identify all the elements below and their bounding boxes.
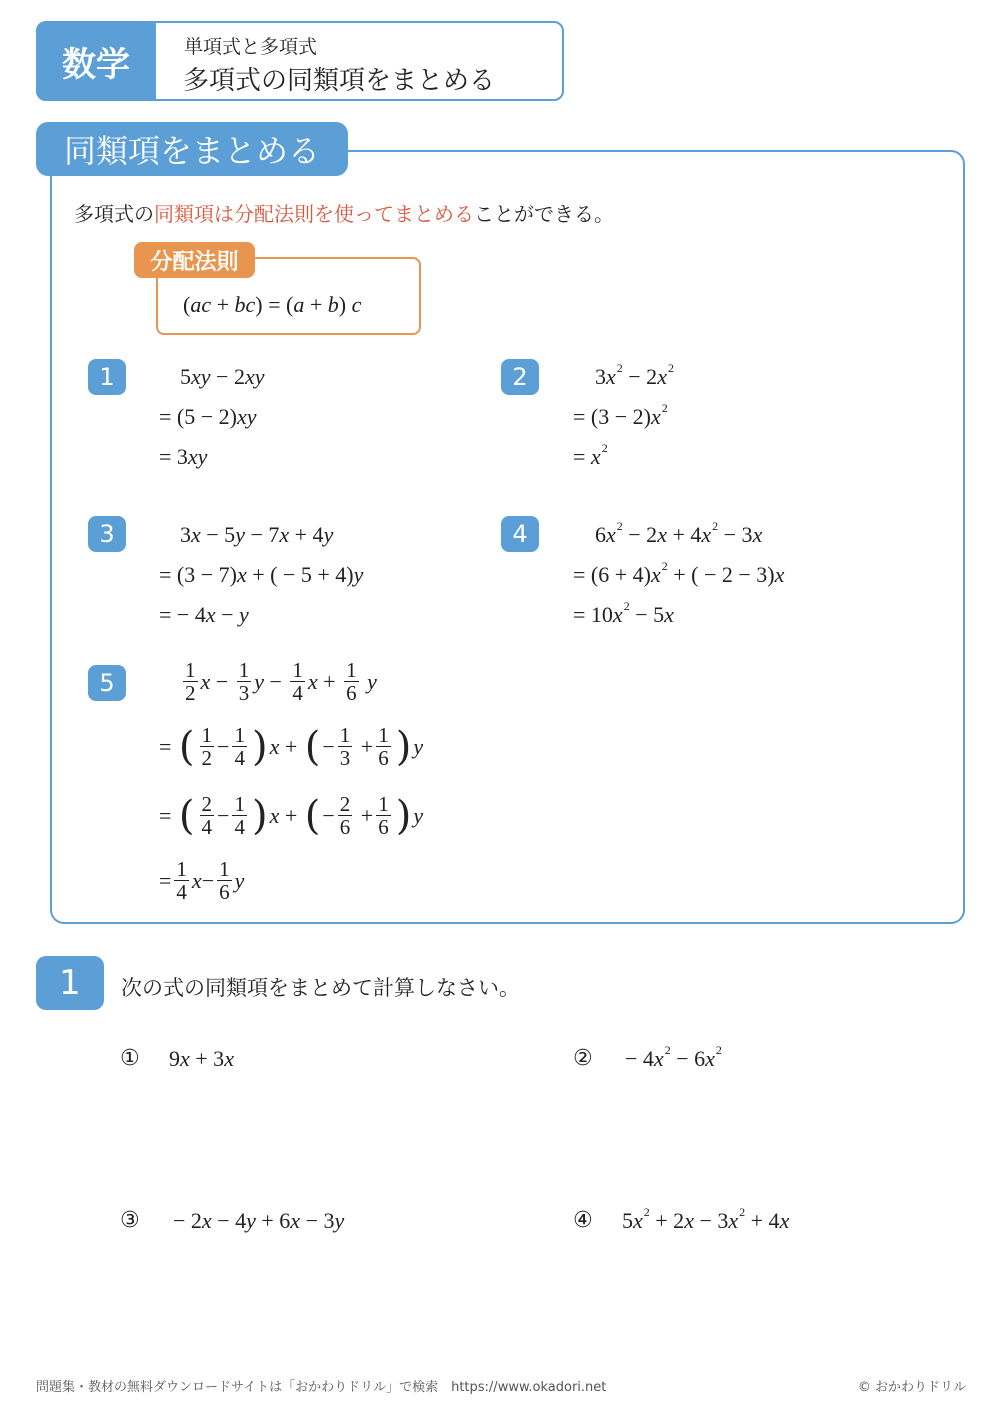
problem-expr-4: 5 x 2 + 2 x − 3 x 2 + 4 x (622, 1205, 790, 1233)
example-5-line-4: = $\frac{1}{4}$ x − $\frac{1}{6}$ y (159, 857, 245, 905)
exercise-instruction: 次の式の同類項をまとめて計算しなさい。 (121, 976, 520, 1000)
example-badge-3: 3 (88, 516, 126, 552)
problem-label-4: ④ (573, 1208, 593, 1233)
example-5-line-1: $\frac{1}{2}$ x − $\frac{1}{3}$ y − $\frac{1}{4}$ x + $\frac{1}{6}$ y (185, 658, 377, 706)
example-3-line-2: = (3 − 7) x + ( − 5 + 4) y (159, 562, 364, 587)
page-title: 多項式の同類項をまとめる (183, 66, 496, 96)
example-2-line-2: = (3 − 2) x 2 (573, 401, 668, 429)
example-2-line-1: 3 x 2 − 2 x 2 (595, 361, 674, 389)
footer-right: © おかわりドリル (857, 1380, 966, 1395)
intro-text: 多項式の同類項は分配法則を使ってまとめることができる。 (74, 202, 614, 226)
example-badge-5: 5 (88, 665, 126, 701)
example-5-line-3: = ( $\frac{2}{4}$ − $\frac{1}{4}$ ) x + ( − $\frac{2}{6}$ + $\frac{1}{6}$ ) y (159, 792, 424, 840)
example-4-line-2: = (6 + 4) x 2 + ( − 2 − 3) x (573, 559, 785, 587)
unit-label: 単項式と多項式 (184, 36, 318, 58)
example-5-line-2: = ( $\frac{1}{2}$ − $\frac{1}{4}$ ) x + ( − $\frac{1}{3}$ + $\frac{1}{6}$ ) y (159, 723, 424, 771)
example-badge-4: 4 (501, 516, 539, 552)
example-3-line-1: 3 x − 5 y − 7 x + 4 y (180, 522, 334, 547)
example-4-line-1: 6 x 2 − 2 x + 4 x 2 − 3 x (595, 519, 763, 547)
example-4-line-3: = 10 x 2 − 5 x (573, 599, 674, 627)
example-2-line-3: = x 2 (573, 441, 608, 469)
problem-expr-2: − 4 x 2 − 6 x 2 (625, 1043, 722, 1071)
problem-expr-1: 9 x + 3 x (169, 1046, 234, 1071)
section-title: 同類項をまとめる (36, 122, 348, 176)
problem-label-1: ① (120, 1046, 140, 1071)
example-1-line-1: 5 xy − 2 xy (180, 364, 265, 389)
subject-badge: 数学 (36, 21, 156, 101)
example-badge-1: 1 (88, 359, 126, 395)
exercise-badge: 1 (36, 956, 104, 1010)
problem-expr-3: − 2 x − 4 y + 6 x − 3 y (173, 1208, 345, 1233)
rule-formula: (ac + bc) = (a + b) c (183, 292, 362, 317)
example-3-line-3: = − 4 x − y (159, 602, 249, 627)
example-1-line-2: = (5 − 2) xy (159, 404, 257, 429)
problem-label-3: ③ (120, 1208, 140, 1233)
footer-left: 問題集・教材の無料ダウンロードサイトは「おかわりドリル」で検索 https://www.okadori.net (36, 1380, 607, 1395)
example-badge-2: 2 (501, 359, 539, 395)
example-1-line-3: = 3 xy (159, 444, 208, 469)
rule-label: 分配法則 (134, 242, 255, 278)
problem-label-2: ② (573, 1046, 593, 1071)
